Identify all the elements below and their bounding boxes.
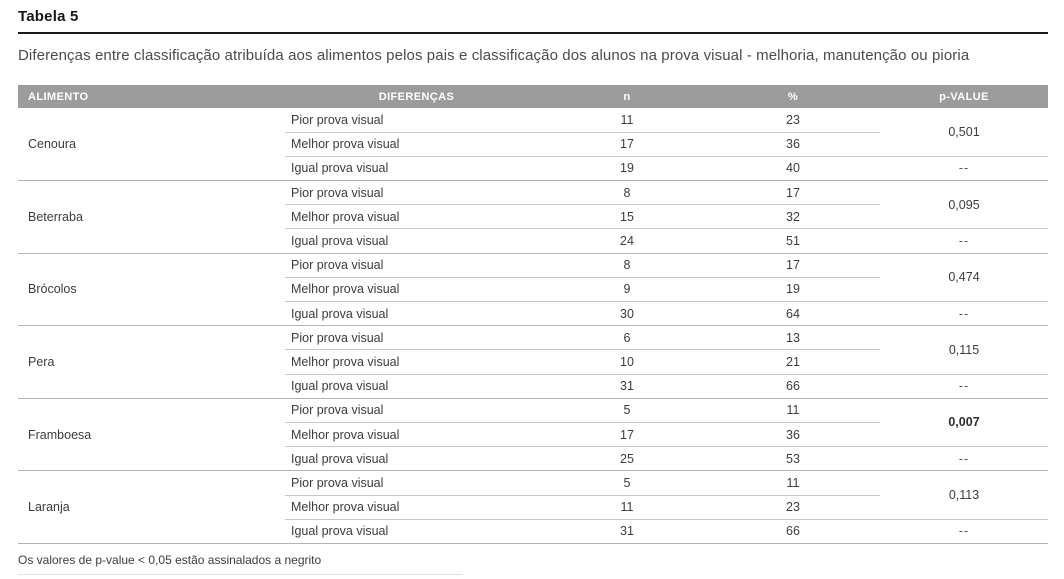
percent-cell: 66 (706, 374, 880, 398)
p-value-cell: 0,113 (880, 471, 1048, 519)
difference-cell: Igual prova visual (285, 302, 548, 326)
n-cell: 17 (548, 422, 706, 446)
n-cell: 11 (548, 495, 706, 519)
percent-cell: 23 (706, 108, 880, 132)
percent-cell: 32 (706, 205, 880, 229)
percent-cell: 17 (706, 253, 880, 277)
difference-cell: Igual prova visual (285, 374, 548, 398)
column-header-diferencas: DIFERENÇAS (285, 85, 548, 108)
difference-cell: Pior prova visual (285, 398, 548, 422)
difference-cell: Melhor prova visual (285, 205, 548, 229)
food-name-cell: Laranja (18, 471, 285, 544)
percent-cell: 13 (706, 326, 880, 350)
difference-cell: Melhor prova visual (285, 422, 548, 446)
n-cell: 30 (548, 302, 706, 326)
percent-cell: 11 (706, 471, 880, 495)
table-body (18, 108, 1048, 543)
n-cell: 10 (548, 350, 706, 374)
difference-cell: Melhor prova visual (285, 495, 548, 519)
p-value-cell: 0,007 (880, 398, 1048, 446)
table-section (18, 8, 1048, 575)
table-row (18, 326, 1048, 350)
difference-cell: Igual prova visual (285, 447, 548, 471)
percent-cell: 11 (706, 398, 880, 422)
food-name-cell: Framboesa (18, 398, 285, 471)
n-cell: 11 (548, 108, 706, 132)
n-cell: 31 (548, 374, 706, 398)
p-value-cell: 0,095 (880, 181, 1048, 229)
n-cell: 9 (548, 277, 706, 301)
percent-cell: 36 (706, 422, 880, 446)
percent-cell: 40 (706, 156, 880, 180)
title-rule (18, 32, 1048, 34)
food-name-cell: Brócolos (18, 253, 285, 326)
n-cell: 24 (548, 229, 706, 253)
p-value-dash-cell: -- (880, 374, 1048, 398)
difference-cell: Pior prova visual (285, 253, 548, 277)
percent-cell: 19 (706, 277, 880, 301)
column-header-p-value: p-VALUE (880, 85, 1048, 108)
food-name-cell: Cenoura (18, 108, 285, 181)
results-table (18, 85, 1048, 544)
percent-cell: 53 (706, 447, 880, 471)
p-value-cell: 0,474 (880, 253, 1048, 301)
n-cell: 5 (548, 471, 706, 495)
percent-cell: 21 (706, 350, 880, 374)
column-header-alimento: ALIMENTO (18, 85, 285, 108)
table-caption: Diferenças entre classificação atribuída aos alimentos pelos pais e classificação dos alunos na prova visual - melhoria, manutenção ou pioria (18, 47, 970, 64)
n-cell: 31 (548, 519, 706, 543)
p-value-dash-cell: -- (880, 229, 1048, 253)
table-row (18, 253, 1048, 277)
percent-cell: 51 (706, 229, 880, 253)
n-cell: 17 (548, 132, 706, 156)
n-cell: 15 (548, 205, 706, 229)
p-value-cell: 0,115 (880, 326, 1048, 374)
percent-cell: 17 (706, 181, 880, 205)
percent-cell: 66 (706, 519, 880, 543)
difference-cell: Melhor prova visual (285, 277, 548, 301)
n-cell: 5 (548, 398, 706, 422)
table-header (18, 85, 1048, 108)
difference-cell: Igual prova visual (285, 229, 548, 253)
percent-cell: 64 (706, 302, 880, 326)
p-value-dash-cell: -- (880, 302, 1048, 326)
p-value-cell: 0,501 (880, 108, 1048, 156)
difference-cell: Igual prova visual (285, 156, 548, 180)
difference-cell: Pior prova visual (285, 108, 548, 132)
food-name-cell: Beterraba (18, 181, 285, 254)
table-footnote: Os valores de p-value < 0,05 estão assinalados a negrito (18, 552, 322, 567)
difference-cell: Melhor prova visual (285, 132, 548, 156)
percent-cell: 23 (706, 495, 880, 519)
p-value-dash-cell: -- (880, 447, 1048, 471)
percent-cell: 36 (706, 132, 880, 156)
column-header-n: n (548, 85, 706, 108)
difference-cell: Pior prova visual (285, 471, 548, 495)
n-cell: 19 (548, 156, 706, 180)
column-header-percent: % (706, 85, 880, 108)
n-cell: 25 (548, 447, 706, 471)
food-name-cell: Pera (18, 326, 285, 399)
page-title: Tabela 5 (18, 8, 79, 25)
n-cell: 6 (548, 326, 706, 350)
difference-cell: Igual prova visual (285, 519, 548, 543)
p-value-dash-cell: -- (880, 156, 1048, 180)
difference-cell: Melhor prova visual (285, 350, 548, 374)
p-value-dash-cell: -- (880, 519, 1048, 543)
difference-cell: Pior prova visual (285, 181, 548, 205)
n-cell: 8 (548, 253, 706, 277)
difference-cell: Pior prova visual (285, 326, 548, 350)
header-row (18, 85, 1048, 108)
bottom-rule (18, 574, 463, 575)
table-row (18, 181, 1048, 205)
n-cell: 8 (548, 181, 706, 205)
table-row (18, 108, 1048, 132)
table-row (18, 398, 1048, 422)
table-row (18, 471, 1048, 495)
